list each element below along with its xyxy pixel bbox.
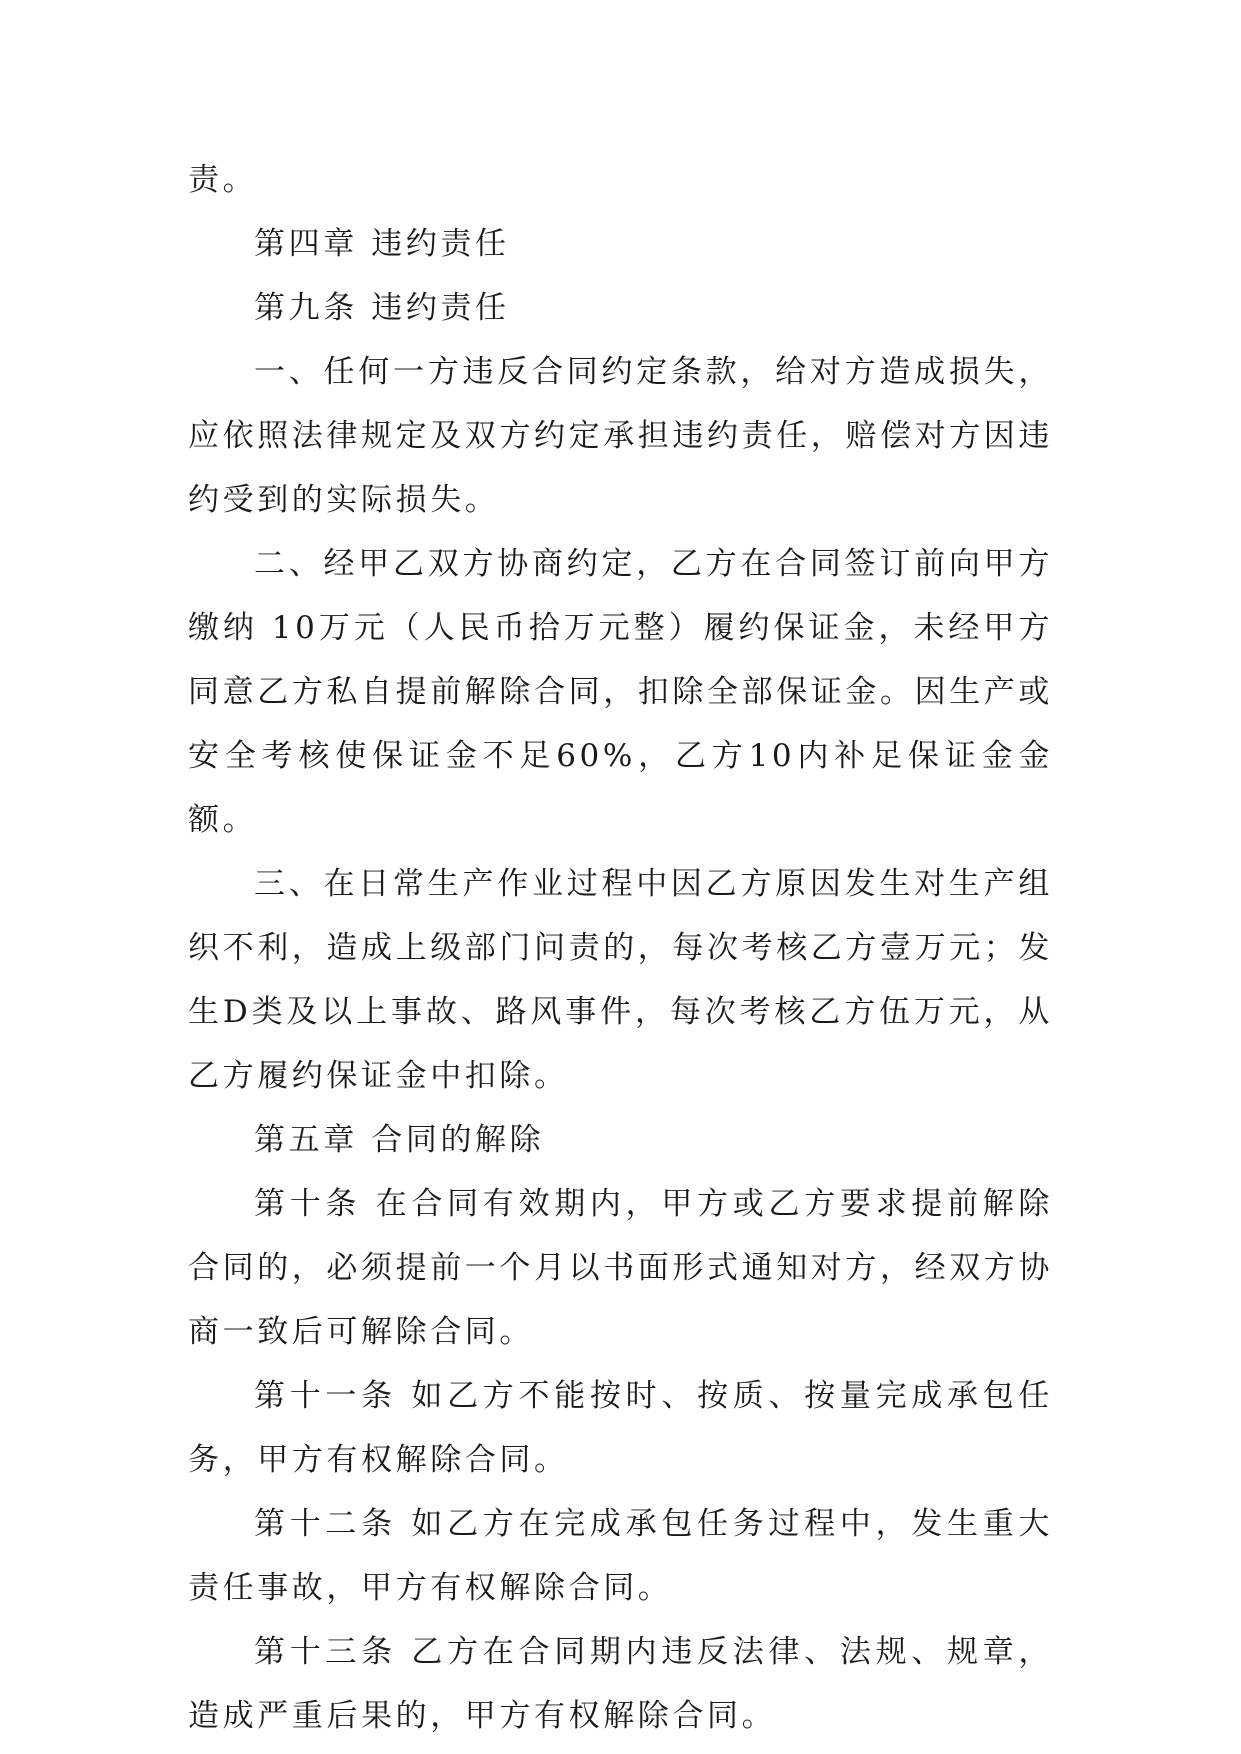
- chapter-heading: 第五章 合同的解除: [254, 1122, 545, 1158]
- article-paragraph: 第十三条 乙方在合同期内违反法律、法规、规章，造成严重后果的，甲方有权解除合同。: [188, 1634, 1053, 1734]
- article-paragraph: 第十二条 如乙方在完成承包任务过程中，发生重大责任事故，甲方有权解除合同。: [188, 1506, 1053, 1606]
- article-heading: 第九条 违约责任: [254, 290, 510, 326]
- chapter-heading: 第四章 违约责任: [254, 226, 510, 262]
- clause-paragraph: 一、任何一方违反合同约定条款，给对方造成损失，应依照法律规定及双方约定承担违约责任，赔偿对方因违约受到的实际损失。: [188, 354, 1053, 518]
- continuation-text: 责。: [188, 162, 258, 198]
- clause-paragraph: 二、经甲乙双方协商约定，乙方在合同签订前向甲方缴纳 10万元（人民币拾万元整）履约保证金，未经甲方同意乙方私自提前解除合同，扣除全部保证金。因生产或安全考核使保证金不足60%，乙方10内补足保证金金额。: [188, 546, 1053, 838]
- document-body: [188, 148, 1053, 1748]
- article-paragraph: 第十条 在合同有效期内，甲方或乙方要求提前解除合同的，必须提前一个月以书面形式通知对方，经双方协商一致后可解除合同。: [188, 1186, 1053, 1350]
- clause-paragraph: 三、在日常生产作业过程中因乙方原因发生对生产组织不利，造成上级部门问责的，每次考核乙方壹万元；发生D类及以上事故、路风事件，每次考核乙方伍万元，从乙方履约保证金中扣除。: [188, 866, 1053, 1094]
- article-paragraph: 第十一条 如乙方不能按时、按质、按量完成承包任务，甲方有权解除合同。: [188, 1378, 1053, 1478]
